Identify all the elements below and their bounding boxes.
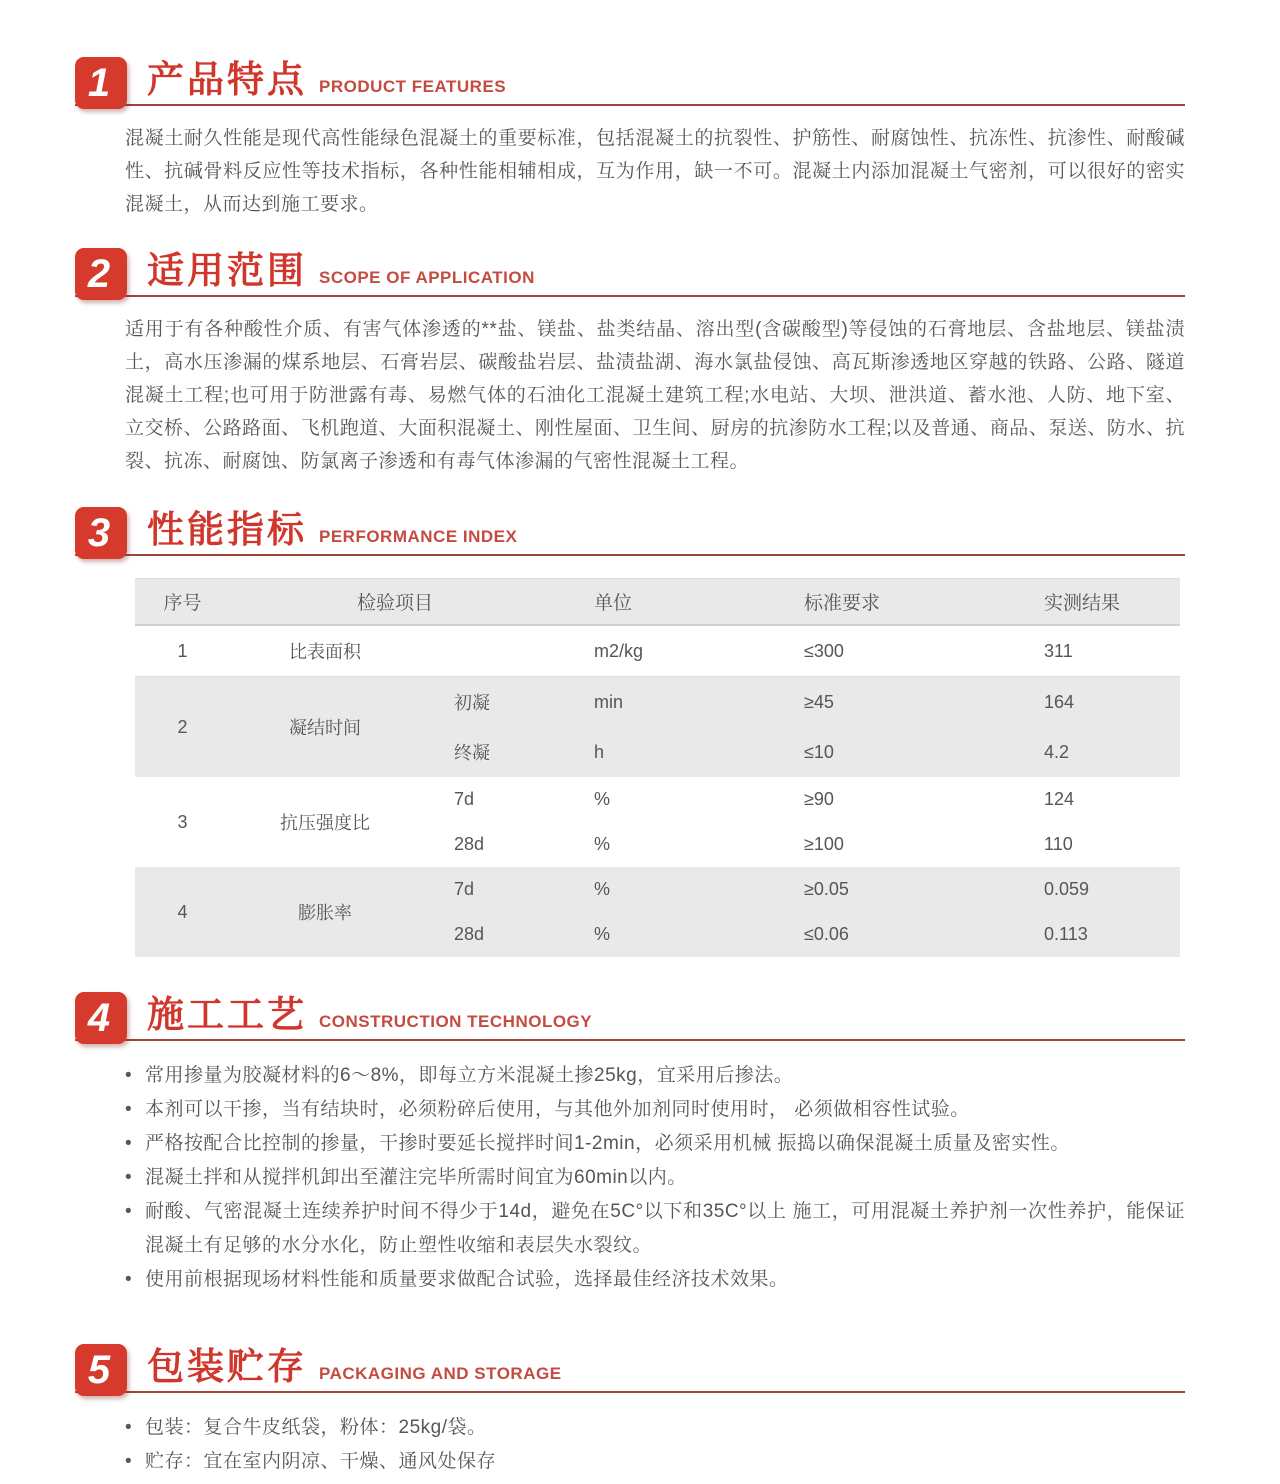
section-1-number: 1	[87, 61, 111, 105]
table-cell-sub: 7d	[454, 789, 475, 809]
table-header-standard: 标准要求	[804, 593, 881, 614]
section-5-number-badge	[75, 1344, 127, 1396]
section-5-title: 包装贮存	[147, 1346, 307, 1387]
section-construction-technology	[75, 987, 1185, 1297]
table-cell-standard: ≥90	[804, 789, 834, 809]
bullet-icon: •	[125, 1065, 133, 1086]
section-performance-index	[75, 502, 1185, 957]
construction-bullet-list	[125, 1059, 1185, 1297]
list-item	[125, 1093, 1185, 1127]
section-scope-of-application	[75, 243, 1185, 478]
table-cell-sub: 初凝	[454, 693, 490, 713]
table-header-row	[135, 579, 1180, 626]
bullet-icon: •	[125, 1167, 133, 1188]
section-3-subtitle-en: PERFORMANCE INDEX	[319, 527, 518, 546]
table-cell-sub: 28d	[454, 834, 485, 854]
table-header-unit: 单位	[594, 593, 633, 614]
bullet-icon: •	[125, 1417, 133, 1438]
table-row	[135, 625, 1180, 677]
section-4-number-badge	[75, 992, 127, 1044]
list-item-text: 常用掺量为胶凝材料的6～8%，即每立方米混凝土掺25kg，宜采用后掺法。	[145, 1065, 794, 1086]
bullet-icon: •	[125, 1201, 133, 1222]
list-item-text: 使用前根据现场材料性能和质量要求做配合试验，选择最佳经济技术效果。	[145, 1269, 789, 1290]
list-item-text: 贮存：宜在室内阴凉、干燥、通风处保存	[145, 1451, 497, 1472]
performance-table	[135, 578, 1180, 957]
table-cell-no: 4	[177, 901, 188, 922]
table-cell-result: 124	[1044, 789, 1075, 809]
table-cell-result: 110	[1044, 834, 1073, 854]
table-row	[135, 777, 1180, 822]
table-cell-unit: %	[594, 879, 611, 899]
table-cell-standard: ≤300	[804, 640, 844, 661]
table-header-no: 序号	[163, 593, 202, 614]
table-row	[135, 867, 1180, 912]
section-3-number-badge	[75, 507, 127, 559]
section-product-features	[75, 52, 1185, 221]
section-5-number: 5	[87, 1348, 111, 1392]
table-cell-unit: m2/kg	[594, 640, 644, 661]
table-cell-item: 凝结时间	[289, 718, 361, 738]
table-cell-result: 311	[1044, 640, 1073, 661]
list-item	[125, 1263, 1185, 1297]
list-item	[125, 1411, 1185, 1445]
section-2-title: 适用范围	[147, 250, 307, 291]
bullet-icon: •	[125, 1099, 133, 1120]
spacer	[75, 478, 1185, 502]
table-cell-standard: ≥45	[804, 691, 834, 712]
list-item-text: 耐酸、气密混凝土连续养护时间不得少于14d，避免在5C°以下和35C°以上 施工，可用混凝土养护剂一次性养护，能保证混凝土有足够的水分水化，防止塑性收缩和表层失水裂纹。	[145, 1201, 1185, 1256]
table-cell-standard: ≤10	[804, 741, 834, 762]
table-cell-item: 抗压强度比	[280, 813, 370, 833]
spacer	[75, 221, 1185, 243]
list-item	[125, 1161, 1185, 1195]
list-item	[125, 1445, 1185, 1479]
bullet-icon: •	[125, 1451, 133, 1472]
table-cell-unit: min	[594, 691, 624, 712]
table-cell-result: 164	[1044, 691, 1075, 712]
table-cell-item: 膨胀率	[298, 903, 352, 923]
table-header-item: 检验项目	[357, 593, 434, 614]
section-1-header	[75, 52, 1185, 106]
packaging-bullet-list	[125, 1411, 1185, 1479]
table-cell-no: 1	[177, 640, 188, 661]
bullet-icon: •	[125, 1269, 133, 1290]
table-cell-unit: %	[594, 789, 611, 809]
section-5-header	[75, 1339, 1185, 1393]
table-cell-result: 0.113	[1044, 924, 1088, 944]
section-1-body: 混凝土耐久性能是现代高性能绿色混凝土的重要标准，包括混凝土的抗裂性、护筋性、耐腐蚀性、抗冻性、抗渗性、耐酸碱性、抗碱骨料反应性等技术指标，各种性能相辅相成，互为作用，缺一不可。混凝土内添加混凝土气密剂，可以很好的密实混凝土，从而达到施工要求。	[125, 128, 1185, 215]
section-1-title: 产品特点	[147, 59, 307, 100]
section-4-number: 4	[87, 996, 111, 1040]
section-2-body: 适用于有各种酸性介质、有害气体渗透的**盐、镁盐、盐类结晶、溶出型(含碳酸型)等侵蚀的石膏地层、含盐地层、镁盐渍土，高水压渗漏的煤系地层、石膏岩层、碳酸盐岩层、盐渍盐湖、海水氯盐侵蚀、高瓦斯渗透地区穿越的铁路、公路、隧道混凝土工程;也可用于防泄露有毒、易燃气体的石油化工混凝土建筑工程;水电站、大坝、泄洪道、蓄水池、人防、地下室、立交桥、公路路面、飞机跑道、大面积混凝土、刚性屋面、卫生间、厨房的抗渗防水工程;以及普通、商品、泵送、防水、抗裂、抗冻、耐腐蚀、防氯离子渗透和有毒气体渗漏的气密性混凝土工程。	[125, 319, 1185, 472]
table-cell-sub: 28d	[454, 924, 485, 944]
table-row	[135, 677, 1180, 728]
list-item-text: 包装：复合牛皮纸袋，粉体：25kg/袋。	[145, 1417, 487, 1438]
section-3-title: 性能指标	[147, 509, 307, 550]
list-item	[125, 1059, 1185, 1093]
section-4-title: 施工工艺	[147, 994, 307, 1035]
table-cell-unit: %	[594, 924, 611, 944]
section-2-subtitle-en: SCOPE OF APPLICATION	[319, 268, 535, 287]
table-cell-sub: 7d	[454, 879, 475, 899]
table-cell-no: 3	[177, 811, 188, 832]
section-3-header	[75, 502, 1185, 556]
table-cell-standard: ≤0.06	[804, 924, 849, 944]
section-1-number-badge	[75, 57, 127, 109]
table-cell-result: 0.059	[1044, 879, 1090, 899]
spacer	[75, 1297, 1185, 1339]
table-cell-sub	[420, 625, 560, 677]
section-2-number: 2	[87, 252, 111, 296]
section-3-number: 3	[87, 511, 111, 555]
table-header-result: 实测结果	[1044, 593, 1121, 614]
table-cell-item: 比表面积	[289, 642, 361, 662]
section-4-header	[75, 987, 1185, 1041]
table-cell-unit: %	[594, 834, 611, 854]
bullet-icon: •	[125, 1133, 133, 1154]
table-cell-no: 2	[177, 716, 188, 737]
table-cell-standard: ≥100	[804, 834, 844, 854]
table-cell-result: 4.2	[1044, 741, 1070, 762]
section-packaging-storage	[75, 1339, 1185, 1479]
section-4-subtitle-en: CONSTRUCTION TECHNOLOGY	[319, 1012, 593, 1031]
section-1-subtitle-en: PRODUCT FEATURES	[319, 77, 507, 96]
section-2-header	[75, 243, 1185, 297]
list-item-text: 严格按配合比控制的掺量，干掺时要延长搅拌时间1-2min，必须采用机械 振捣以确保混凝土质量及密实性。	[145, 1133, 1070, 1154]
spacer	[75, 957, 1185, 987]
list-item-text: 本剂可以干掺，当有结块时，必须粉碎后使用，与其他外加剂同时使用时， 必须做相容性试验。	[145, 1099, 970, 1120]
list-item-text: 混凝土拌和从搅拌机卸出至灌注完毕所需时间宜为60min以内。	[145, 1167, 687, 1188]
table-cell-standard: ≥0.05	[804, 879, 849, 899]
table-cell-sub: 终凝	[454, 743, 490, 763]
list-item	[125, 1195, 1185, 1263]
section-2-number-badge	[75, 248, 127, 300]
section-5-subtitle-en: PACKAGING AND STORAGE	[319, 1364, 562, 1383]
list-item	[125, 1127, 1185, 1161]
table-cell-unit: h	[594, 741, 605, 762]
